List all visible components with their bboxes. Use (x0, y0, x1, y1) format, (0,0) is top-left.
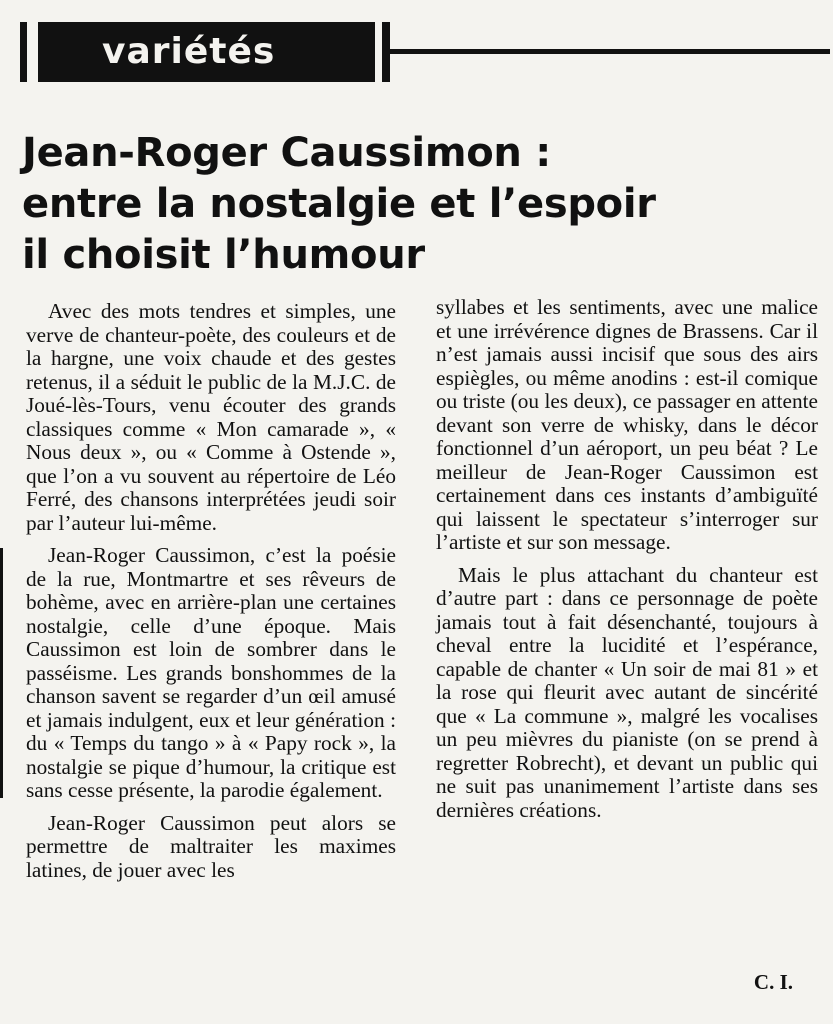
paragraph: Avec des mots tendres et simples, une verve de chanteur-poète, des couleurs et de la hargne, une voix chaude et des gestes retenus, il a séduit le public de la M.J.C. de Joué-lès-Tours, venu écouter des grands classiques comme « Mon camarade », « Nous deux », ou « Comme à Ostende », que l’on a vu souvent au répertoire de Léo Ferré, des chansons interprétées jeudi soir par l’auteur lui-même. (26, 299, 396, 535)
section-rubric: variétés (38, 22, 375, 82)
paragraph: Mais le plus attachant du chanteur est d’autre part : dans ce personnage de poète jamais tout à fait désenchanté, toujours à cheval entre la lucidité et l’espérance, capable de chanter « Un soir de mai 81 » et la rose qui fleurit avec autant de sincérité que « La commune », malgré les vocalises un peu mièvres du pianiste (on se prend à regretter Robrecht), et devant un public qui ne suit pas unanimement l’artiste dans ses dernières créations. (436, 562, 818, 822)
article-column-right (436, 296, 818, 831)
headline (22, 128, 822, 281)
rubric-left-bar (20, 22, 27, 82)
author-signature: C. I. (753, 970, 793, 994)
paragraph: Jean-Roger Caussimon, c’est la poésie de la rue, Montmartre et ses rêveurs de bohème, avec en arrière-plan une certaines nostalgie, celle d’une époque. Mais Caussimon est loin de sombrer dans le passéisme. Les grands bonshommes de la chanson savent se regarder d’un œil amusé et jamais indulgent, eux et leur génération : du « Temps du tango » à « Papy rock », la nostalgie se pique d’humour, la critique est sans cesse présente, la parodie également. (26, 543, 396, 802)
article-column-left (26, 300, 396, 891)
column-edge-rule (0, 548, 3, 798)
headline-line-2: entre la nostalgie et l’espoir (22, 181, 656, 227)
rubric-right-bar (382, 22, 390, 82)
headline-line-1: Jean-Roger Caussimon : (22, 130, 551, 176)
rubric-rule (390, 49, 830, 54)
paragraph: syllabes et les sentiments, avec une malice et une irrévérence dignes de Brassens. Car il n’est jamais aussi incisif que sous des airs espiègles, ou même anodins : est-il comique ou triste (ou les deux), ce passager en attente devant son verre de whisky, dans le décor fonctionnel d’un aéroport, un peu béat ? Le meilleur de Jean-Roger Caussimon est certainement dans ces instants d’ambiguïté qui laissent le spectateur s’interroger sur l’artiste et sur son message. (436, 295, 818, 554)
paragraph: Jean-Roger Caussimon peut alors se permettre de maltraiter les maximes latines, de jouer avec les (26, 810, 396, 882)
headline-line-3: il choisit l’humour (22, 232, 425, 278)
